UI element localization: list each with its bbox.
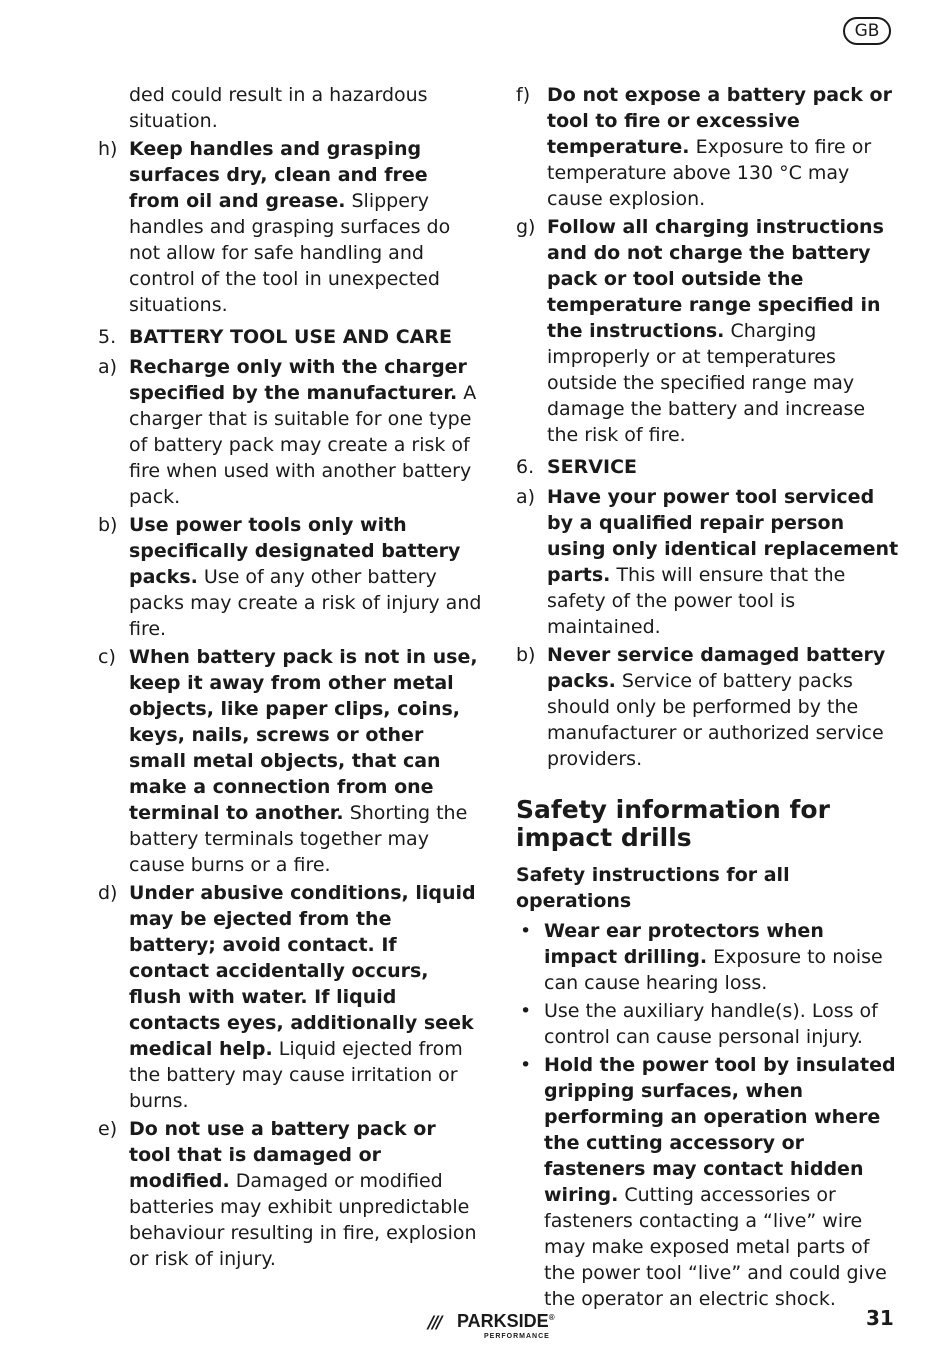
bullet-item <box>516 918 900 996</box>
item-text: Use of any other battery packs may create a risk of injury and fire. <box>129 566 482 640</box>
parkside-logo <box>428 1311 578 1347</box>
item-bold-text: Hold the power tool by insulated gripping surfaces, when performing an operation where the cutting accessory or fasteners may contact hidden wiring. <box>544 1054 896 1206</box>
item-text: Liquid ejected from the battery may cause irritation or burns. <box>129 1038 463 1112</box>
list-item <box>98 644 483 878</box>
item-label: b) <box>516 644 536 666</box>
item-text: Charging improperly or at temperatures outside the specified range may damage the battery and increase the risk of fire. <box>547 320 866 446</box>
item-label: e) <box>98 1118 118 1140</box>
section-heading <box>516 454 900 480</box>
item-label: b) <box>98 514 118 536</box>
right-column <box>516 82 900 1314</box>
item-bold-text: Recharge only with the charger specified by the manufacturer. <box>129 356 467 404</box>
item-label: c) <box>98 646 116 668</box>
list-item <box>516 484 900 640</box>
item-text: This will ensure that the safety of the power tool is maintained. <box>547 564 846 638</box>
item-bold-text: Follow all charging instructions and do not charge the battery pack or tool outside the temperature range specified in the instructions. <box>547 216 884 342</box>
item-bold-text: Wear ear protectors when impact drilling. <box>544 920 824 968</box>
item-label: f) <box>516 84 531 106</box>
language-badge: GB <box>843 17 891 45</box>
bullet-item <box>516 1052 900 1312</box>
bullet-item <box>516 998 900 1050</box>
section-subheading: Safety instructions for all operations <box>516 864 790 912</box>
continuation-text: ded could result in a hazardous situation. <box>129 84 428 132</box>
item-text: Slippery handles and grasping surfaces do not allow for safe handling and control of the tool in unexpected situations. <box>129 190 451 316</box>
bullet-icon: • <box>520 920 532 942</box>
item-text: Use the auxiliary handle(s). Loss of control can cause personal injury. <box>544 1000 878 1048</box>
item-bold-text: Have your power tool serviced by a qualified repair person using only identical replacement parts. <box>547 486 899 586</box>
section-title: SERVICE <box>547 456 637 478</box>
list-item <box>516 642 900 772</box>
bullet-icon: • <box>520 1054 532 1076</box>
section-title: BATTERY TOOL USE AND CARE <box>129 326 452 348</box>
item-label: h) <box>98 138 118 160</box>
item-bold-text: Do not use a battery pack or tool that is damaged or modified. <box>129 1118 436 1192</box>
item-bold-text: Use power tools only with specifically designated battery packs. <box>129 514 461 588</box>
list-item <box>98 354 483 510</box>
item-text: Cutting accessories or fasteners contacting a “live” wire may make exposed metal parts of the power tool “live” and could give the operator an electric shock. <box>544 1184 887 1310</box>
item-text: Service of battery packs should only be performed by the manufacturer or authorized service providers. <box>547 670 884 770</box>
section-number: 6. <box>516 456 535 478</box>
list-item <box>98 512 483 642</box>
list-item <box>98 1116 483 1272</box>
list-item <box>516 82 900 212</box>
logo-stripes-icon: /// <box>428 1313 441 1333</box>
item-text: Damaged or modified batteries may exhibit unpredictable behaviour resulting in fire, explosion or risk of injury. <box>129 1170 477 1270</box>
item-bold-text: Never service damaged battery packs. <box>547 644 886 692</box>
item-label: a) <box>516 486 536 508</box>
section-main-heading: Safety information for impact drills <box>516 795 830 852</box>
page-number: 31 <box>866 1306 894 1330</box>
section-heading <box>98 324 483 350</box>
item-text: Exposure to fire or temperature above 130 °C may cause explosion. <box>547 136 872 210</box>
item-label: g) <box>516 216 536 238</box>
item-bold-text: When battery pack is not in use, keep it away from other metal objects, like paper clips, coins, keys, nails, screws or other small metal objects, that can make a connection from one terminal to another. <box>129 646 478 824</box>
item-bold-text: Keep handles and grasping surfaces dry, clean and free from oil and grease. <box>129 138 428 212</box>
item-text: Exposure to noise can cause hearing loss. <box>544 946 883 994</box>
item-label: d) <box>98 882 118 904</box>
logo-brand: PARKSIDE® <box>457 1311 555 1331</box>
list-item <box>516 214 900 448</box>
item-bold-text: Do not expose a battery pack or tool to fire or excessive temperature. <box>547 84 892 158</box>
logo-subtitle: PERFORMANCE <box>484 1333 550 1340</box>
item-text: Shorting the battery terminals together may cause burns or a fire. <box>129 802 468 876</box>
left-column <box>98 82 483 1274</box>
list-item <box>98 880 483 1114</box>
item-bold-text: Under abusive conditions, liquid may be ejected from the battery; avoid contact. If contact accidentally occurs, flush with water. If liquid contacts eyes, additionally seek medical help. <box>129 882 476 1060</box>
item-text: A charger that is suitable for one type of battery pack may create a risk of fire when used with another battery pack. <box>129 382 477 508</box>
bullet-icon: • <box>520 1000 532 1022</box>
item-label: a) <box>98 356 118 378</box>
list-item <box>98 136 483 318</box>
section-number: 5. <box>98 326 117 348</box>
